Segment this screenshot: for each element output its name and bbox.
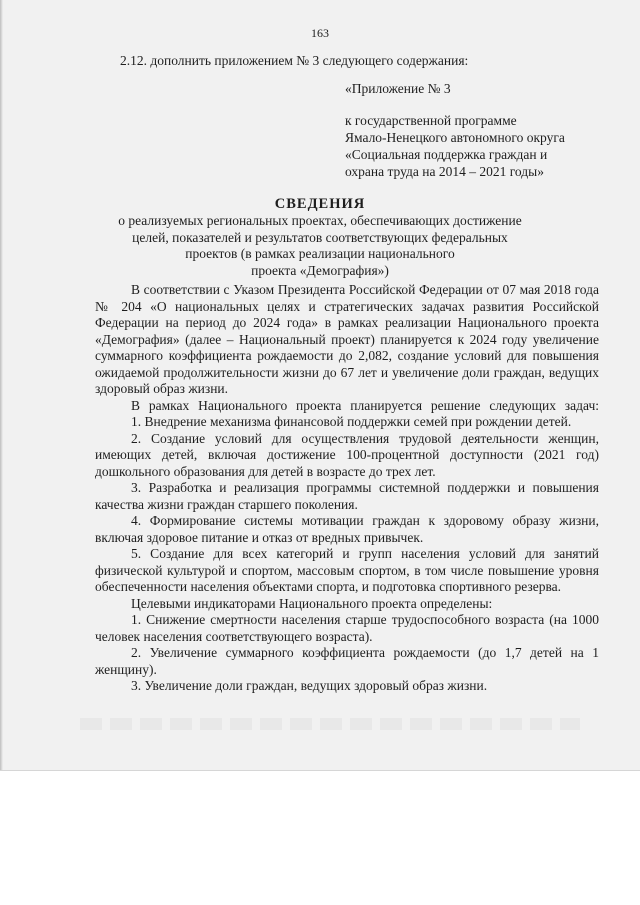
faded-text-residue <box>80 718 580 730</box>
task-item: 1. Внедрение механизма финансовой поддержки семей при рождении детей. <box>131 414 572 429</box>
body-paragraph: В рамках Национального проекта планируется решение следующих задач: <box>131 397 599 413</box>
subheading-line: целей, показателей и результатов соответствующих федеральных <box>132 229 508 245</box>
body-paragraph: В соответствии с Указом Президента Российской Федерации от 07 мая 2018 года № 204 «О национальных целях и стратегических задачах развития Российской Федерации на период до 2024 года» в рамках реализации Национального проекта «Демография» (далее – Национальный проект) планируется к 2024 году увеличение суммарного коэффициента рождаемости до 2,082, создание условий для повышения ожидаемой продолжительности жизни до 67 лет и увеличение доли граждан, ведущих здоровый образ жизни. <box>95 282 599 396</box>
page-edge-shadow <box>0 0 3 770</box>
task-item: 2. Создание условий для осуществления трудовой деятельности женщин, имеющих детей, включая достижение 100-процентной доступности (2021 год) дошкольного образования для детей в возрасте до трех лет. <box>95 430 599 479</box>
subheading-line: проектов (в рамках реализации национального <box>185 246 455 261</box>
indicator-item: 1. Снижение смертности населения старше трудоспособного возраста (на 1000 человек населения соответствующего возраста). <box>95 612 599 644</box>
task-item: 5. Создание для всех категорий и групп населения условий для занятий физической культурой и спортом, массовым спортом, в том числе повышение уровня обеспеченности населения объектами спорта, и подготовка спортивного резерва. <box>95 546 599 594</box>
task-item: 3. Разработка и реализация программы системной поддержки и повышения качества жизни граждан старшего поколения. <box>95 480 599 512</box>
appendix-line: к государственной программе <box>345 113 517 128</box>
appendix-line: Ямало-Ненецкого автономного округа <box>345 130 565 145</box>
appendix-header <box>345 80 565 180</box>
amendment-intro: 2.12. дополнить приложением № 3 следующего содержания: <box>120 53 469 68</box>
indicator-item: 2. Увеличение суммарного коэффициента рождаемости (до 1,7 детей на 1 женщину). <box>95 645 599 677</box>
document-subheading <box>100 213 540 279</box>
appendix-line: охрана труда на 2014 – 2021 годы» <box>345 164 544 179</box>
document-body <box>95 282 599 695</box>
appendix-title: «Приложение № 3 <box>345 81 451 96</box>
page-number: 163 <box>311 26 329 40</box>
appendix-line: «Социальная поддержка граждан и <box>345 147 548 162</box>
task-item: 4. Формирование системы мотивации граждан к здоровому образу жизни, включая здоровое питание и отказ от вредных привычек. <box>95 513 599 545</box>
body-paragraph: Целевыми индикаторами Национального проекта определены: <box>131 595 493 611</box>
document-heading: СВЕДЕНИЯ <box>274 196 366 212</box>
subheading-line: проекта «Демография») <box>251 262 389 278</box>
indicator-item: 3. Увеличение доли граждан, ведущих здоровый образ жизни. <box>131 678 488 693</box>
subheading-line: о реализуемых региональных проектах, обеспечивающих достижение <box>118 213 522 228</box>
